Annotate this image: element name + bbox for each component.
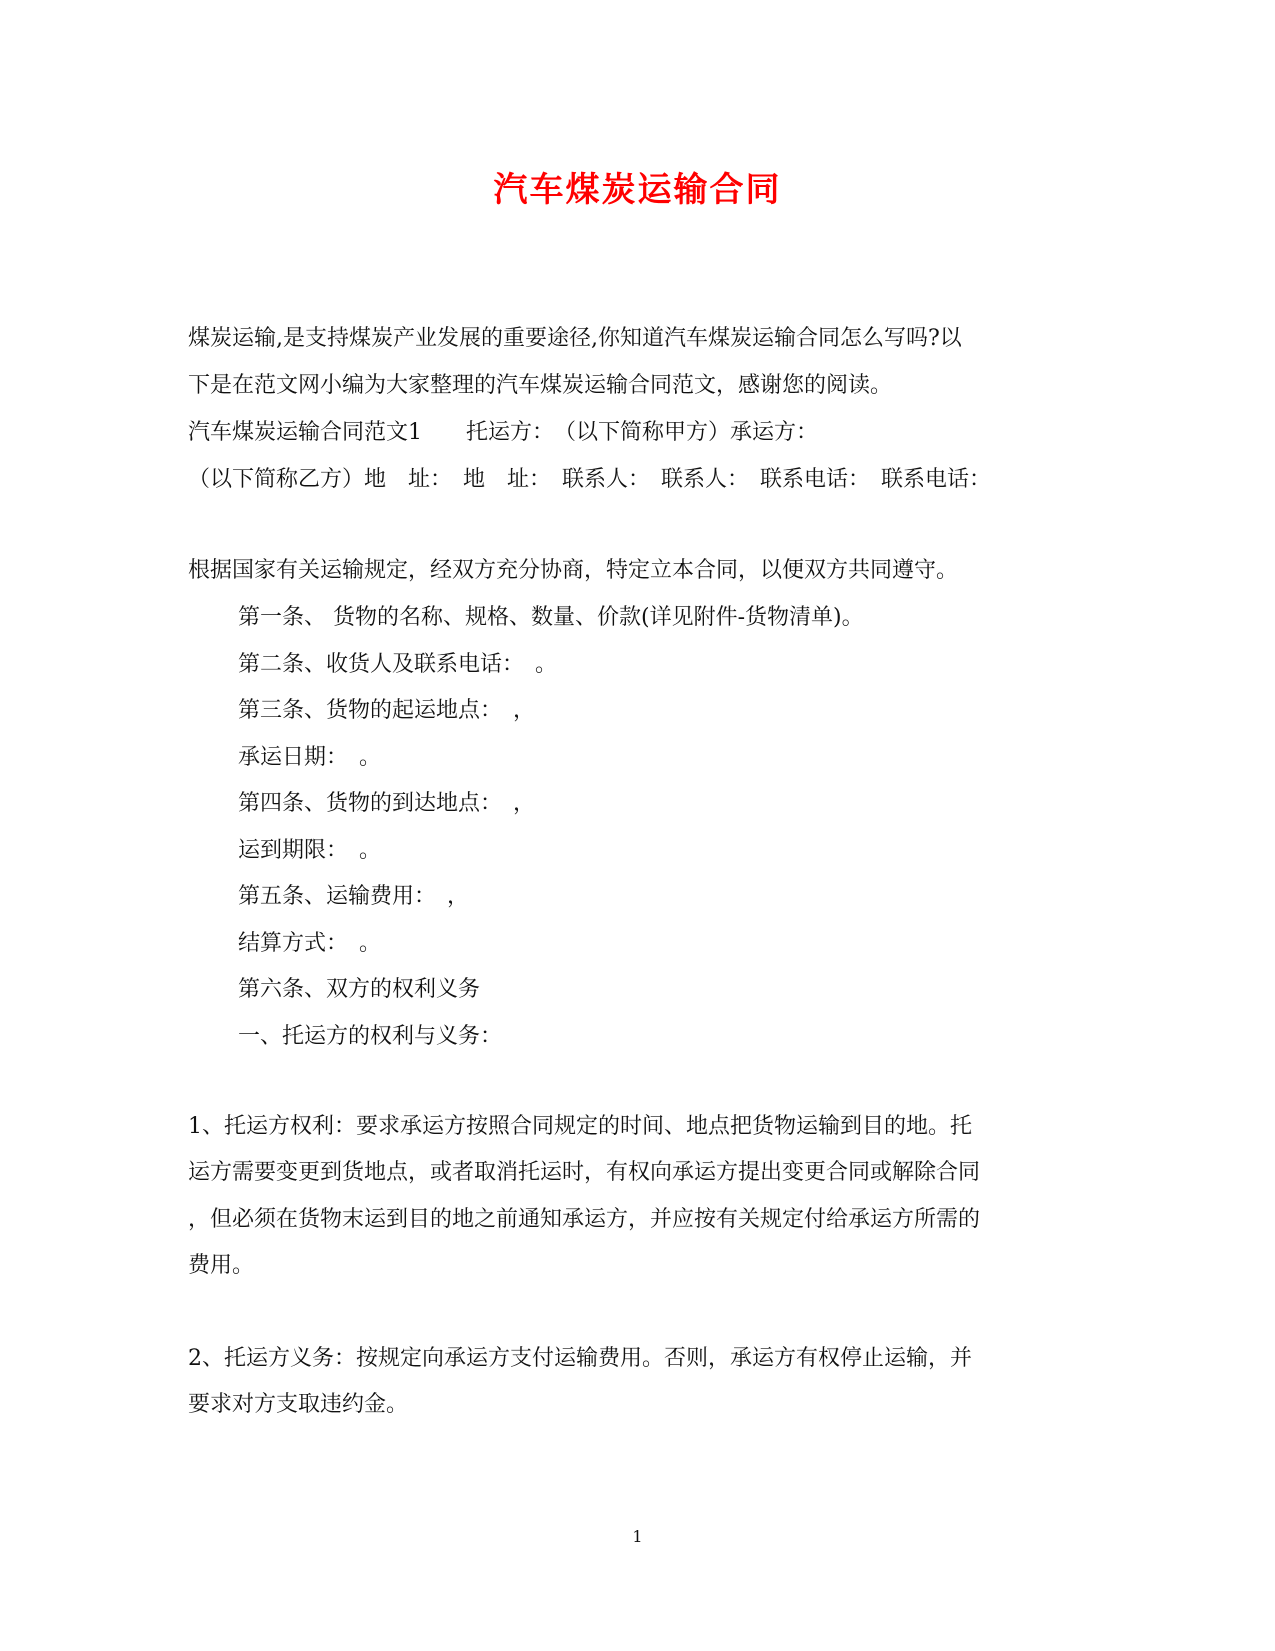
page-number: 1 bbox=[632, 1527, 643, 1546]
clause-4-deadline: 运到期限： 。 bbox=[238, 838, 382, 863]
intro-line-4: （以下简称乙方）地 址： 地 址： 联系人： 联系人： 联系电话： 联系电话： bbox=[188, 467, 992, 492]
clause-1: 第一条、 货物的名称、规格、数量、价款(详见附件-货物清单)。 bbox=[238, 605, 864, 630]
duty-paragraph-line-2: 要求对方支取违约金。 bbox=[188, 1392, 409, 1417]
clause-3-date: 承运日期： 。 bbox=[238, 745, 382, 770]
document-title: 汽车煤炭运输合同 bbox=[493, 170, 782, 210]
right-paragraph-line-4: 费用。 bbox=[188, 1253, 255, 1278]
intro-line-2: 下是在范文网小编为大家整理的汽车煤炭运输合同范文，感谢您的阅读。 bbox=[188, 373, 893, 398]
clause-3: 第三条、货物的起运地点： ， bbox=[238, 698, 536, 723]
intro-line-3: 汽车煤炭运输合同范文1 托运方： （以下简称甲方）承运方： bbox=[188, 420, 818, 445]
clause-6: 第六条、双方的权利义务 bbox=[238, 977, 481, 1002]
clause-6-section-1: 一、托运方的权利与义务： bbox=[238, 1024, 503, 1049]
clause-4: 第四条、货物的到达地点： ， bbox=[238, 791, 536, 816]
intro-line-1: 煤炭运输,是支持煤炭产业发展的重要途径,你知道汽车煤炭运输合同怎么写吗?以 bbox=[188, 326, 962, 351]
clause-5: 第五条、运输费用： ， bbox=[238, 884, 470, 909]
duty-paragraph-line-1: 2、托运方义务：按规定向承运方支付运输费用。否则，承运方有权停止运输，并 bbox=[188, 1346, 972, 1371]
right-paragraph-line-3: ，但必须在货物末运到目的地之前通知承运方，并应按有关规定付给承运方所需的 bbox=[188, 1207, 981, 1232]
clause-5-settlement: 结算方式： 。 bbox=[238, 931, 382, 956]
clause-2: 第二条、收货人及联系电话： 。 bbox=[238, 652, 558, 677]
preamble: 根据国家有关运输规定，经双方充分协商，特定立本合同，以便双方共同遵守。 bbox=[188, 558, 959, 583]
right-paragraph-line-1: 1、托运方权利：要求承运方按照合同规定的时间、地点把货物运输到目的地。托 bbox=[188, 1114, 972, 1139]
right-paragraph-line-2: 运方需要变更到货地点，或者取消托运时，有权向承运方提出变更合同或解除合同 bbox=[188, 1160, 981, 1185]
